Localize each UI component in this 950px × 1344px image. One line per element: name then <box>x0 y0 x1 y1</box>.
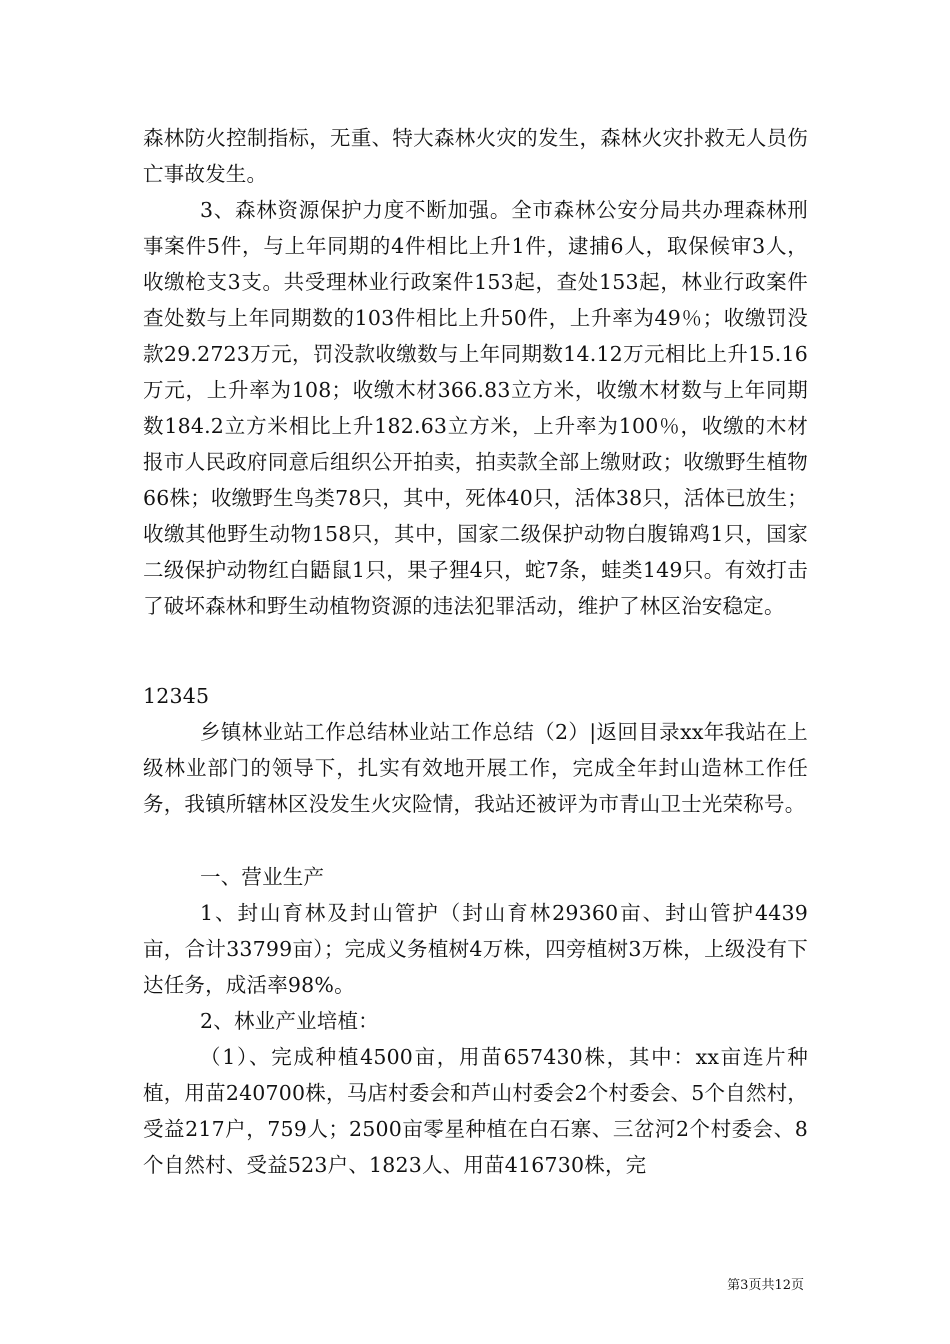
subheading-industry-cultivation: 2、林业产业培植： <box>200 1009 379 1033</box>
paragraph-mountain-closure: 1、封山育林及封山管护（封山育林29360亩、封山管护4439亩，合计33799亩）；完成义务植树4万株，四旁植树3万株，上级没有下达任务，成活率98%。 <box>143 901 808 997</box>
section-heading-production: 一、营业生产 <box>200 865 325 889</box>
paragraph-summary-intro: 乡镇林业站工作总结林业站工作总结（2）|返回目录xx年我站在上级林业部门的领导下，扎实有效地开展工作，完成全年封山造林工作任务，我镇所辖林区没发生火灾险情，我站还被评为市青山卫士光荣称号。 <box>143 720 808 816</box>
paragraph-number-marker: 12345 <box>143 684 210 708</box>
page-number-footer: 第3页共12页 <box>727 1278 804 1293</box>
paragraph-fire-prevention-tail: 森林防火控制指标，无重、特大森林火灾的发生，森林火灾扑救无人员伤亡事故发生。 <box>143 126 808 186</box>
paragraph-planting-details: （1）、完成种植4500亩，用苗657430株，其中：xx亩连片种植，用苗240700株，马店村委会和芦山村委会2个村委会、5个自然村，受益217户，759人；2500亩零星种植在白石寨、三岔河2个村委会、8个自然村、受益523户、1823人、用苗416730株，完 <box>143 1045 808 1177</box>
paragraph-resource-protection: 3、森林资源保护力度不断加强。全市森林公安分局共办理森林刑事案件5件，与上年同期的4件相比上升1件，逮捕6人，取保候审3人，收缴枪支3支。共受理林业行政案件153起，查处153起，林业行政案件查处数与上年同期数的103件相比上升50件，上升率为49％；收缴罚没款29.2723万元，罚没款收缴数与上年同期数14.12万元相比上升15.16万元，上升率为108；收缴木材366.83立方米，收缴木材数与上年同期数184.2立方米相比上升182.63立方米，上升率为100％，收缴的木材报市人民政府同意后组织公开拍卖，拍卖款全部上缴财政；收缴野生植物66株；收缴野生鸟类78只，其中，死体40只，活体38只，活体已放生；收缴其他野生动物158只，其中，国家二级保护动物白腹锦鸡1只，国家二级保护动物红白鼯鼠1只，果子狸4只，蛇7条，蛙类149只。有效打击了破坏森林和野生动植物资源的违法犯罪活动，维护了林区治安稳定。 <box>143 198 808 618</box>
